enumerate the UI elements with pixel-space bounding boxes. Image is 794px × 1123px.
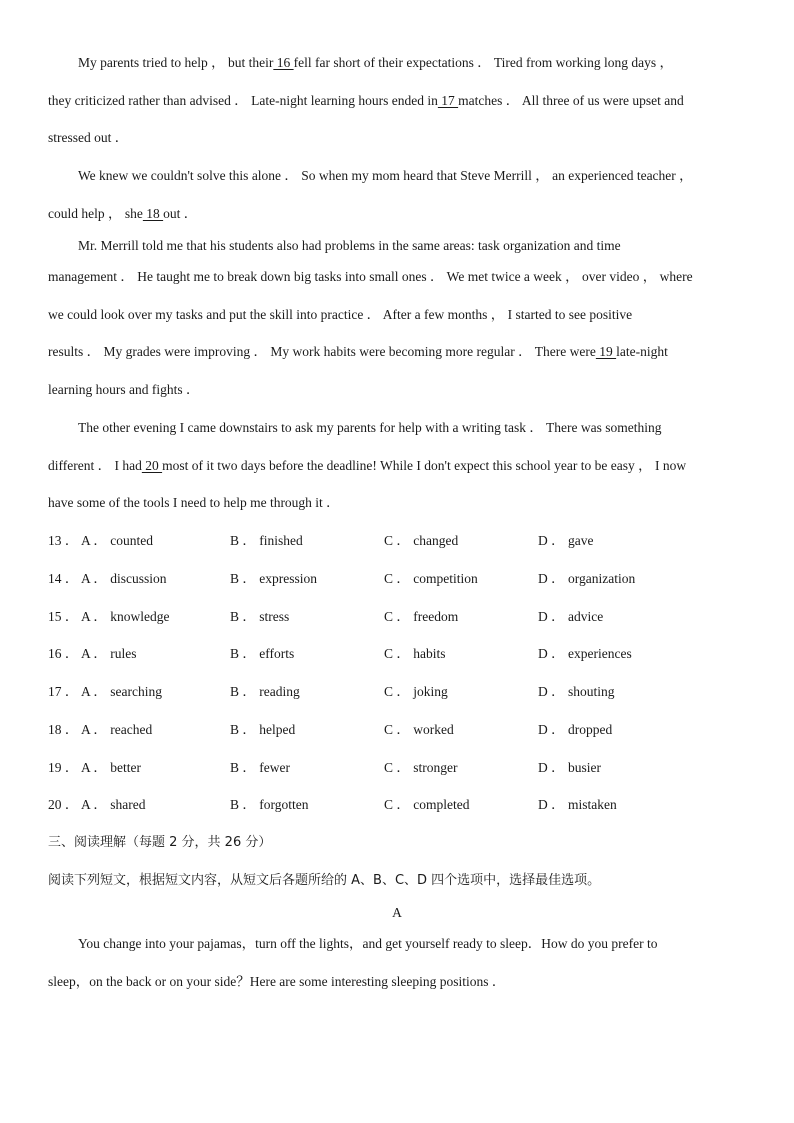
passage-line: We knew we couldn't solve this alone ． So when my mom heard that Steve Merrill ， an experienced teacher ， [78,168,693,183]
option-a: 17 ． A ． searching [48,684,162,699]
option-a: 13 ． A ． counted [48,533,153,548]
option-c: C ． competition [384,571,478,586]
passage-line: Mr. Merrill told me that his students also had problems in the same areas: task organization and time [78,238,621,253]
blank-17: 17 [437,93,459,108]
option-a: 18 ． A ． reached [48,722,153,737]
passage-line: sleep，on the back or on your side？Here are some interesting sleeping positions ． [48,974,506,989]
option-a: 20 ． A ． shared [48,797,146,812]
section-heading: 三、阅读理解（每题 2 分，共 26 分） [48,835,272,850]
option-b: B ． helped [230,722,296,737]
option-c: C ． changed [384,533,459,548]
option-c: C ． freedom [384,609,459,624]
option-d: D ． dropped [538,722,613,737]
option-b: B ． efforts [230,646,295,661]
passage-line: The other evening I came downstairs to ask my parents for help with a writing task ． There was something [78,420,662,435]
passage-label: A [392,905,402,920]
option-d: D ． shouting [538,684,615,699]
passage-line: stressed out ． [48,130,129,145]
blank-20: 20 [141,458,163,473]
option-a: 15 ． A ． knowledge [48,609,170,624]
passage-line: we could look over my tasks and put the skill into practice ． After a few months ， I started to see positive [48,307,633,322]
passage-line: management ． He taught me to break down big tasks into small ones ． We met twice a week ， over video ， where [48,269,693,284]
passage-line: results ． My grades were improving ． My work habits were becoming more regular ． There were 19 late-night [48,344,668,359]
passage-line: have some of the tools I need to help me through it ． [48,495,340,510]
option-b: B ． stress [230,609,290,624]
option-b: B ． finished [230,533,303,548]
option-b: B ． reading [230,684,300,699]
blank-18: 18 [142,206,164,221]
passage-line: different ． I had 20 most of it two days before the deadline! While I don't expect this school year to be easy ， I now [48,458,687,473]
option-a: 19 ． A ． better [48,760,141,775]
option-c: C ． habits [384,646,446,661]
option-a: 14 ． A ． discussion [48,571,167,586]
option-d: D ． mistaken [538,797,617,812]
option-c: C ． worked [384,722,454,737]
section-instruction: 阅读下列短文，根据短文内容，从短文后各题所给的 A、B、C、D 四个选项中，选择最佳选项。 [48,873,601,888]
passage-line: You change into your pajamas，turn off the lights，and get yourself ready to sleep．How do you prefer to [78,936,658,951]
passage-line: learning hours and fights ． [48,382,200,397]
option-c: C ． completed [384,797,470,812]
option-d: D ． advice [538,609,604,624]
option-c: C ． stronger [384,760,458,775]
blank-19: 19 [595,344,617,359]
option-b: B ． fewer [230,760,290,775]
passage-line: could help ， she 18 out ． [48,206,198,221]
option-a: 16 ． A ． rules [48,646,137,661]
passage-line: they criticized rather than advised ． Late-night learning hours ended in 17 matches ． All three of us were upset and [48,93,684,108]
option-d: D ． organization [538,571,636,586]
option-d: D ． busier [538,760,601,775]
passage-line: My parents tried to help ， but their 16 fell far short of their expectations ． Tired from working long days ， [78,55,674,70]
option-d: D ． experiences [538,646,632,661]
blank-16: 16 [273,55,294,70]
option-b: B ． forgotten [230,797,309,812]
option-b: B ． expression [230,571,317,586]
option-c: C ． joking [384,684,448,699]
option-d: D ． gave [538,533,594,548]
